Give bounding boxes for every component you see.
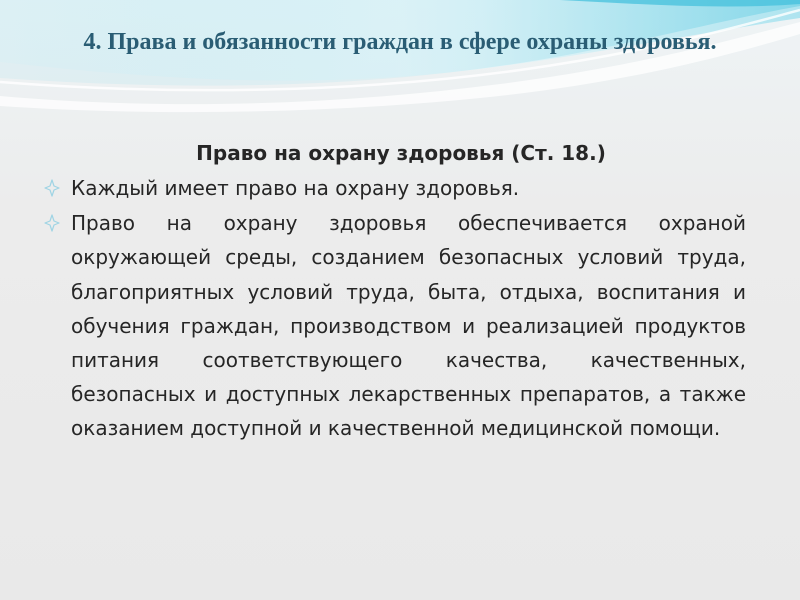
list-item bbox=[44, 206, 746, 445]
list-item bbox=[44, 171, 746, 205]
outline-star-bullet-icon bbox=[44, 179, 60, 197]
bullet-text: Право на охрану здоровья обеспечивается охраной окружающей среды, созданием безопасных условий труда, благоприятных условий труда, быта, отдыха, воспитания и обучения граждан, производством и реализацией продуктов питания соответствующего качества, качественных, безопасных и доступных лекарственных препаратов, а также оказанием доступной и качественной медицинской помощи. bbox=[71, 211, 746, 441]
bullet-text: Каждый имеет право на охрану здоровья. bbox=[71, 176, 520, 200]
outline-star-bullet-icon bbox=[44, 214, 60, 232]
slide-title: 4. Права и обязанности граждан в сфере охраны здоровья. bbox=[83, 29, 717, 55]
slide-body bbox=[44, 136, 746, 446]
section-subheading: Право на охрану здоровья (Ст. 18.) bbox=[196, 141, 606, 165]
bullet-list bbox=[44, 171, 746, 446]
